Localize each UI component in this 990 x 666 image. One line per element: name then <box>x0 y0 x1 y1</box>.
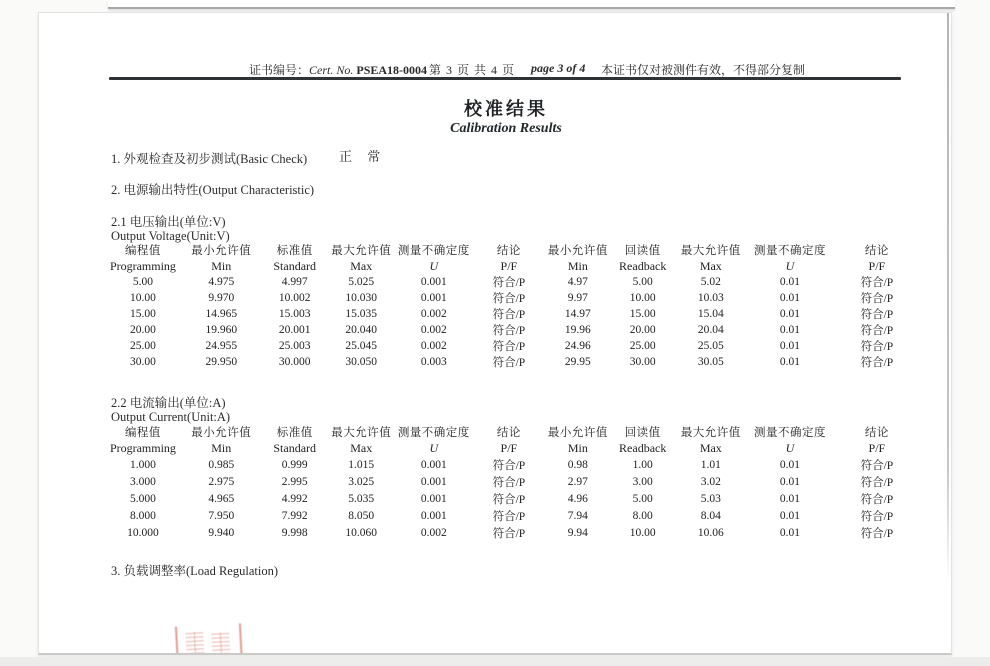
header-cell: 结论 <box>864 245 889 257</box>
cell: 10.00 <box>629 292 656 304</box>
cell: 5.00 <box>132 276 153 288</box>
header-cell: Readback <box>619 258 667 273</box>
basic-check-result: 正 常 <box>339 149 387 164</box>
cell: 20.00 <box>629 324 656 336</box>
cell: 5.000 <box>130 492 156 505</box>
header-cell: 最大允许值 <box>331 245 392 257</box>
section-voltage-output-en: Output Voltage(Unit:V) <box>111 229 230 243</box>
header-cell: U <box>785 440 795 455</box>
cell: 0.999 <box>281 458 308 471</box>
scanner-background <box>0 657 990 666</box>
cell: 30.050 <box>345 356 378 368</box>
cell: 符合/P <box>860 341 894 353</box>
previous-page-edge <box>108 0 955 9</box>
table-row <box>105 274 921 290</box>
document-header <box>39 61 952 77</box>
cell: 20.00 <box>130 324 156 336</box>
cell: 符合/P <box>860 459 894 472</box>
stamp-right-bar <box>239 623 243 655</box>
header-cell: 标准值 <box>276 245 313 257</box>
cell: 0.001 <box>420 509 447 522</box>
certificate-number-value: PSEA18-0004 <box>356 63 428 77</box>
current-output-table <box>105 424 921 541</box>
cell: 符合/P <box>492 277 526 289</box>
cell: 9.94 <box>567 526 588 539</box>
cell: 符合/P <box>860 357 894 369</box>
header-cell: Min <box>211 440 232 455</box>
cell: 1.000 <box>130 458 156 471</box>
cell: 30.00 <box>629 356 656 368</box>
header-cell: 测量不确定度 <box>753 245 826 257</box>
cell: 4.975 <box>208 276 235 288</box>
header-cell: Max <box>699 440 722 455</box>
cell: 3.000 <box>130 475 156 488</box>
table-header-row-cn <box>105 424 921 440</box>
cell: 5.035 <box>348 492 375 505</box>
cell: 10.00 <box>130 292 156 304</box>
header-cell: P/F <box>500 440 518 455</box>
cell: 20.040 <box>345 324 378 336</box>
cell: 9.940 <box>208 526 235 539</box>
cell: 10.030 <box>345 292 378 304</box>
cell: 符合/P <box>492 510 526 523</box>
cell: 0.01 <box>779 340 801 352</box>
cell: 2.995 <box>281 475 308 488</box>
cell: 0.01 <box>779 308 801 320</box>
cell: 4.992 <box>281 492 308 505</box>
cell: 29.95 <box>564 356 591 368</box>
cell: 8.050 <box>348 509 375 522</box>
header-cell: 编程值 <box>124 427 161 439</box>
table-header-row-cn <box>105 242 921 258</box>
cell: 符合/P <box>492 293 526 305</box>
header-cell: Programming <box>109 440 176 455</box>
cell: 5.02 <box>700 276 721 288</box>
cell: 30.05 <box>697 356 724 368</box>
header-cell: U <box>429 440 439 455</box>
cell: 符合/P <box>492 309 526 321</box>
cell: 1.00 <box>632 458 653 471</box>
cell: 25.00 <box>629 340 656 352</box>
cell: 20.04 <box>697 324 724 336</box>
cell: 4.965 <box>208 492 235 505</box>
cell: 0.001 <box>420 276 447 288</box>
cell: 20.001 <box>278 324 311 336</box>
section-output-characteristic: 2. 电源输出特性(Output Characteristic) <box>111 183 315 197</box>
cell: 符合/P <box>860 476 894 489</box>
cell: 3.025 <box>348 475 375 488</box>
cell: 0.003 <box>420 356 447 368</box>
cell: 符合/P <box>492 476 526 489</box>
header-cell: 结论 <box>496 427 521 439</box>
page-indicator-en: page 3 of 4 <box>531 61 586 75</box>
cell: 5.03 <box>700 492 721 505</box>
cell: 8.04 <box>700 509 721 522</box>
cell: 0.002 <box>420 340 447 352</box>
header-cell: 回读值 <box>624 245 661 257</box>
cell: 符合/P <box>492 459 526 472</box>
cell: 30.00 <box>130 356 156 368</box>
cell: 符合/P <box>492 325 526 337</box>
cell: 8.00 <box>632 509 653 522</box>
certificate-number <box>249 61 427 78</box>
cell: 24.96 <box>564 340 591 352</box>
cell: 25.045 <box>345 340 378 352</box>
cell: 4.97 <box>567 276 588 288</box>
cell: 0.002 <box>420 308 447 320</box>
header-cell: U <box>785 258 795 273</box>
header-cell: Standard <box>273 258 317 273</box>
header-cell: 标准值 <box>276 427 313 439</box>
cell: 0.01 <box>779 509 801 522</box>
cell: 0.01 <box>779 458 801 471</box>
cell: 0.01 <box>779 526 801 539</box>
cell: 0.002 <box>420 324 447 336</box>
header-cell: 测量不确定度 <box>753 427 826 439</box>
cell: 2.975 <box>208 475 235 488</box>
validity-notice: 本证书仅对被测件有效，不得部分复制 <box>601 63 806 77</box>
cell: 14.97 <box>564 308 591 320</box>
page-right-edge-crease <box>947 13 949 583</box>
header-cell: Max <box>350 258 373 273</box>
header-cell: Standard <box>273 440 317 455</box>
header-cell: 最小允许值 <box>547 427 608 439</box>
table-row <box>105 290 921 306</box>
cell: 0.01 <box>779 492 801 505</box>
cell: 符合/P <box>492 341 526 353</box>
page-title-en: Calibration Results <box>450 121 562 136</box>
cell: 10.03 <box>697 292 724 304</box>
stamp-left-bar <box>175 627 179 655</box>
cell: 25.00 <box>130 340 156 352</box>
cell: 0.001 <box>420 475 447 488</box>
cell: 9.998 <box>281 526 308 539</box>
header-cell: 最大允许值 <box>331 427 392 439</box>
cell: 25.003 <box>278 340 311 352</box>
cell: 24.955 <box>205 340 238 352</box>
table-header-row-en <box>105 258 921 274</box>
header-cell: 结论 <box>496 245 521 257</box>
header-cell: P/F <box>868 440 886 455</box>
cell: 4.96 <box>567 492 588 505</box>
stamp-glyph <box>185 631 204 654</box>
stamp-glyph <box>211 632 230 655</box>
header-cell: 测量不确定度 <box>397 245 470 257</box>
header-cell: 最小允许值 <box>547 245 608 257</box>
cell: 0.01 <box>779 292 801 304</box>
cell: 符合/P <box>860 309 894 321</box>
cell: 0.01 <box>779 475 801 488</box>
header-divider-rule <box>109 77 901 80</box>
cell: 1.015 <box>348 458 375 471</box>
header-cell: Readback <box>619 440 667 455</box>
cell: 0.002 <box>420 526 447 539</box>
table-row <box>105 338 921 354</box>
cell: 8.000 <box>130 509 156 522</box>
header-cell: 结论 <box>864 427 889 439</box>
cell: 9.97 <box>567 292 588 304</box>
header-cell: U <box>429 258 439 273</box>
cell: 符合/P <box>860 293 894 305</box>
red-stamp <box>175 621 243 655</box>
header-cell: P/F <box>868 258 886 273</box>
certificate-number-label-en: Cert. No. <box>309 63 357 77</box>
table-row <box>105 490 921 507</box>
header-cell: 回读值 <box>624 427 661 439</box>
cell: 10.000 <box>127 526 159 539</box>
cell: 19.960 <box>205 324 238 336</box>
page-title: 校准结果 <box>464 99 548 120</box>
table-row <box>105 473 921 490</box>
table-row <box>105 354 921 370</box>
header-cell: Programming <box>109 258 176 273</box>
header-cell: P/F <box>500 258 518 273</box>
cell: 29.950 <box>205 356 238 368</box>
header-cell: 最大允许值 <box>680 427 741 439</box>
cell: 符合/P <box>492 527 526 540</box>
cell: 0.001 <box>420 292 447 304</box>
cell: 9.970 <box>208 292 235 304</box>
table-row <box>105 456 921 473</box>
cell: 4.997 <box>281 276 308 288</box>
cell: 10.060 <box>345 526 378 539</box>
voltage-output-table <box>105 242 921 370</box>
cell: 30.000 <box>278 356 311 368</box>
cell: 符合/P <box>860 493 894 506</box>
certificate-page <box>38 12 952 655</box>
cell: 15.003 <box>278 308 311 320</box>
cell: 0.001 <box>420 492 447 505</box>
cell: 14.965 <box>205 308 238 320</box>
header-cell: Max <box>699 258 722 273</box>
cell: 符合/P <box>860 527 894 540</box>
header-cell: 最大允许值 <box>680 245 741 257</box>
cell: 符合/P <box>492 357 526 369</box>
header-cell: Min <box>567 440 588 455</box>
table-row <box>105 524 921 541</box>
cell: 10.00 <box>629 526 656 539</box>
header-cell: 最小允许值 <box>191 245 252 257</box>
certificate-number-label-cn: 证书编号： <box>249 63 310 77</box>
cell: 10.002 <box>278 292 311 304</box>
header-cell: 最小允许值 <box>191 427 252 439</box>
cell: 2.97 <box>567 475 588 488</box>
section-basic-check: 1. 外观检查及初步测试(Basic Check) <box>111 152 308 166</box>
cell: 25.05 <box>697 340 724 352</box>
cell: 7.992 <box>281 509 308 522</box>
section-voltage-output-cn: 2.1 电压输出(单位:V) <box>111 215 226 229</box>
cell: 5.00 <box>632 492 653 505</box>
cell: 15.00 <box>629 308 656 320</box>
cell: 1.01 <box>700 458 721 471</box>
cell: 0.001 <box>420 458 447 471</box>
cell: 15.04 <box>697 308 724 320</box>
cell: 符合/P <box>492 493 526 506</box>
cell: 符合/P <box>860 510 894 523</box>
cell: 10.06 <box>697 526 724 539</box>
cell: 3.00 <box>632 475 653 488</box>
cell: 0.01 <box>779 324 801 336</box>
cell: 0.01 <box>779 356 801 368</box>
cell: 15.035 <box>345 308 378 320</box>
table-header-row-en <box>105 440 921 456</box>
page-indicator-cn: 第 3 页 共 4 页 <box>429 63 516 77</box>
cell: 5.00 <box>632 276 653 288</box>
header-cell: Min <box>567 258 588 273</box>
header-cell: Max <box>350 440 373 455</box>
cell: 0.985 <box>208 458 235 471</box>
table-row <box>105 306 921 322</box>
section-load-regulation: 3. 负载调整率(Load Regulation) <box>111 564 278 578</box>
cell: 符合/P <box>860 277 894 289</box>
section-current-output-cn: 2.2 电流输出(单位:A) <box>111 396 226 410</box>
header-cell: 编程值 <box>124 245 161 257</box>
section-current-output-en: Output Current(Unit:A) <box>111 410 231 424</box>
header-cell: 测量不确定度 <box>397 427 470 439</box>
cell: 符合/P <box>860 325 894 337</box>
cell: 7.94 <box>567 509 588 522</box>
cell: 3.02 <box>700 475 721 488</box>
table-row <box>105 507 921 524</box>
header-cell: Min <box>211 258 232 273</box>
cell: 5.025 <box>348 276 375 288</box>
cell: 0.01 <box>779 276 801 288</box>
cell: 0.98 <box>567 458 588 471</box>
cell: 19.96 <box>564 324 591 336</box>
cell: 15.00 <box>130 308 156 320</box>
cell: 7.950 <box>208 509 235 522</box>
table-row <box>105 322 921 338</box>
